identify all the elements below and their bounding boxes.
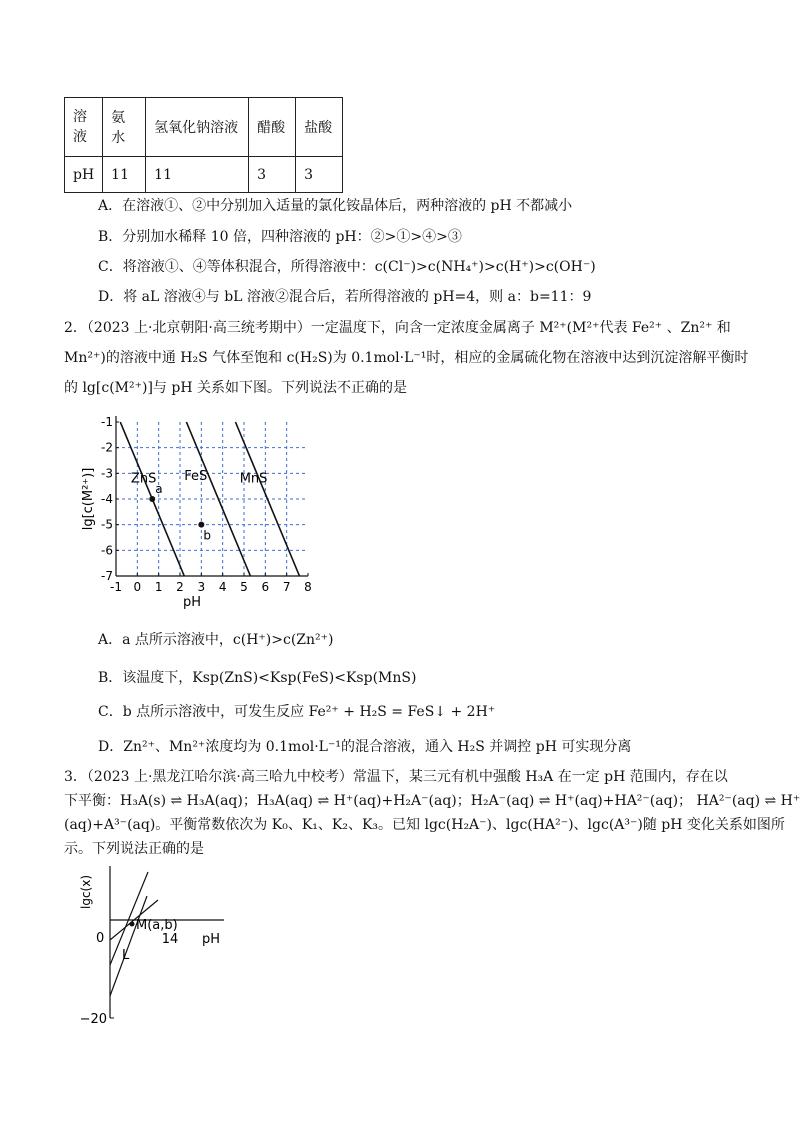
q2-option-d: D．Zn²⁺、Mn²⁺浓度均为 0.1mol·L⁻¹的混合溶液，通入 H₂S 并调控 pH 可实现分离 bbox=[98, 739, 632, 755]
series-line-mns bbox=[235, 422, 299, 576]
point-m bbox=[130, 922, 135, 927]
table-row bbox=[65, 157, 343, 193]
origin-label: 0 bbox=[96, 931, 105, 946]
x-axis-label: pH bbox=[202, 932, 221, 947]
series-label: ZnS bbox=[130, 471, 157, 487]
q3-chart-plot bbox=[79, 866, 224, 1027]
q2-chart bbox=[64, 410, 334, 620]
y-tick-label: -4 bbox=[101, 492, 113, 506]
q3-stem-line2: 下平衡：H₃A(s) ⇌ H₃A(aq)；H₃A(aq) ⇌ H⁺(aq)+H₂A⁻(aq)；H₂A⁻(aq) ⇌ H⁺(aq)+HA²⁻(aq)； HA²⁻(aq) ⇌ H⁺ bbox=[64, 793, 800, 809]
y-tick-label: -5 bbox=[101, 517, 113, 532]
point-label: a bbox=[155, 482, 163, 496]
y-tick-label: -7 bbox=[101, 569, 113, 583]
q2-option-a: A．a 点所示溶液中，c(H⁺)>c(Zn²⁺) bbox=[98, 632, 334, 648]
q1-option-c: C．将溶液①、④等体积混合，所得溶液中：c(Cl⁻)>c(NH₄⁺)>c(H⁺)>c(OH⁻) bbox=[98, 259, 596, 275]
table-cell: 11 bbox=[103, 157, 146, 193]
y-tick-label: -6 bbox=[101, 543, 113, 558]
y-axis-label: lgc(x) bbox=[79, 874, 93, 910]
point-a bbox=[149, 496, 155, 502]
table-cell: 氢氧化钠溶液 bbox=[146, 98, 249, 157]
x-tick-label: 5 bbox=[240, 580, 248, 594]
q3-stem-line4: 示。下列说法正确的是 bbox=[64, 841, 204, 857]
x-axis-label: pH bbox=[182, 595, 202, 610]
q3-stem-line3: (aq)+A³⁻(aq)。平衡常数依次为 K₀、K₁、K₂、K₃。已知 lgc(H₂A⁻)、lgc(HA²⁻)、lgc(A³⁻)随 pH 变化关系如图所 bbox=[64, 817, 785, 833]
line-label: L bbox=[122, 948, 130, 963]
x-tick-label: 3 bbox=[197, 580, 206, 594]
q2-option-c: C．b 点所示溶液中，可发生反应 Fe²⁺ + H₂S = FeS↓ + 2H⁺ bbox=[98, 704, 496, 720]
series-label: FeS bbox=[184, 468, 208, 484]
q2-stem-line1: 2．（2023 上·北京朝阳·高三统考期中）一定温度下，向含一定浓度金属离子 M²⁺(M²⁺代表 Fe²⁺ 、Zn²⁺ 和 bbox=[64, 320, 731, 336]
q2-option-b: B．该温度下，Ksp(ZnS)<Ksp(FeS)<Ksp(MnS) bbox=[98, 670, 417, 686]
table-cell: 溶液 bbox=[65, 98, 103, 157]
table-cell: 3 bbox=[249, 157, 296, 193]
table-cell: 醋酸 bbox=[249, 98, 296, 157]
y-tick-label: -1 bbox=[101, 415, 113, 429]
table-cell: 盐酸 bbox=[296, 98, 343, 157]
y-tick-label: −20 bbox=[79, 1012, 107, 1027]
series-label: MnS bbox=[239, 471, 268, 487]
q1-option-b: B．分别加水稀释 10 倍，四种溶液的 pH：②>①>④>③ bbox=[98, 229, 462, 245]
point-label: b bbox=[203, 528, 211, 543]
q3-stem-line1: 3．（2023 上·黑龙江哈尔滨·高三哈九中校考）常温下，某三元有机中强酸 H₃A 在一定 pH 范围内，存在以 bbox=[64, 769, 728, 785]
y-tick-label: -2 bbox=[101, 440, 113, 455]
table-cell: 氨水 bbox=[103, 98, 146, 157]
table-cell: pH bbox=[65, 157, 103, 193]
y-tick-label: -3 bbox=[101, 466, 113, 481]
series-line bbox=[110, 896, 147, 996]
x-tick-label: 1 bbox=[154, 580, 163, 594]
q3-chart bbox=[64, 862, 244, 1032]
q2-stem-line3: 的 lg[c(M²⁺)]与 pH 关系如下图。下列说法不正确的是 bbox=[64, 380, 407, 396]
x-tick-label: 14 bbox=[161, 932, 179, 947]
x-tick-label: 6 bbox=[261, 580, 270, 594]
point-label: M(a,b) bbox=[136, 918, 178, 933]
x-tick-label: 8 bbox=[304, 580, 312, 594]
table-cell: 3 bbox=[296, 157, 343, 193]
x-tick-label: 0 bbox=[133, 580, 142, 594]
x-tick-label: -1 bbox=[110, 580, 122, 594]
x-tick-label: 7 bbox=[282, 580, 291, 594]
table-row bbox=[65, 98, 343, 157]
q1-option-a: A．在溶液①、②中分别加入适量的氯化铵晶体后，两种溶液的 pH 不都减小 bbox=[98, 198, 573, 214]
y-axis-label: lg[c(M²⁺)] bbox=[81, 467, 96, 531]
x-tick-label: 4 bbox=[218, 580, 227, 594]
table-cell: 11 bbox=[146, 157, 249, 193]
q2-stem-line2: Mn²⁺)的溶液中通 H₂S 气体至饱和 c(H₂S)为 0.1mol·L⁻¹时，相应的金属硫化物在溶液中达到沉淀溶解平衡时 bbox=[64, 350, 749, 366]
data-table bbox=[64, 97, 343, 193]
point-b bbox=[198, 522, 204, 528]
q2-chart-plot bbox=[81, 415, 312, 610]
x-tick-label: 2 bbox=[176, 580, 184, 594]
q1-option-d: D．将 aL 溶液④与 bL 溶液②混合后，若所得溶液的 pH=4，则 a：b=11：9 bbox=[98, 289, 592, 305]
